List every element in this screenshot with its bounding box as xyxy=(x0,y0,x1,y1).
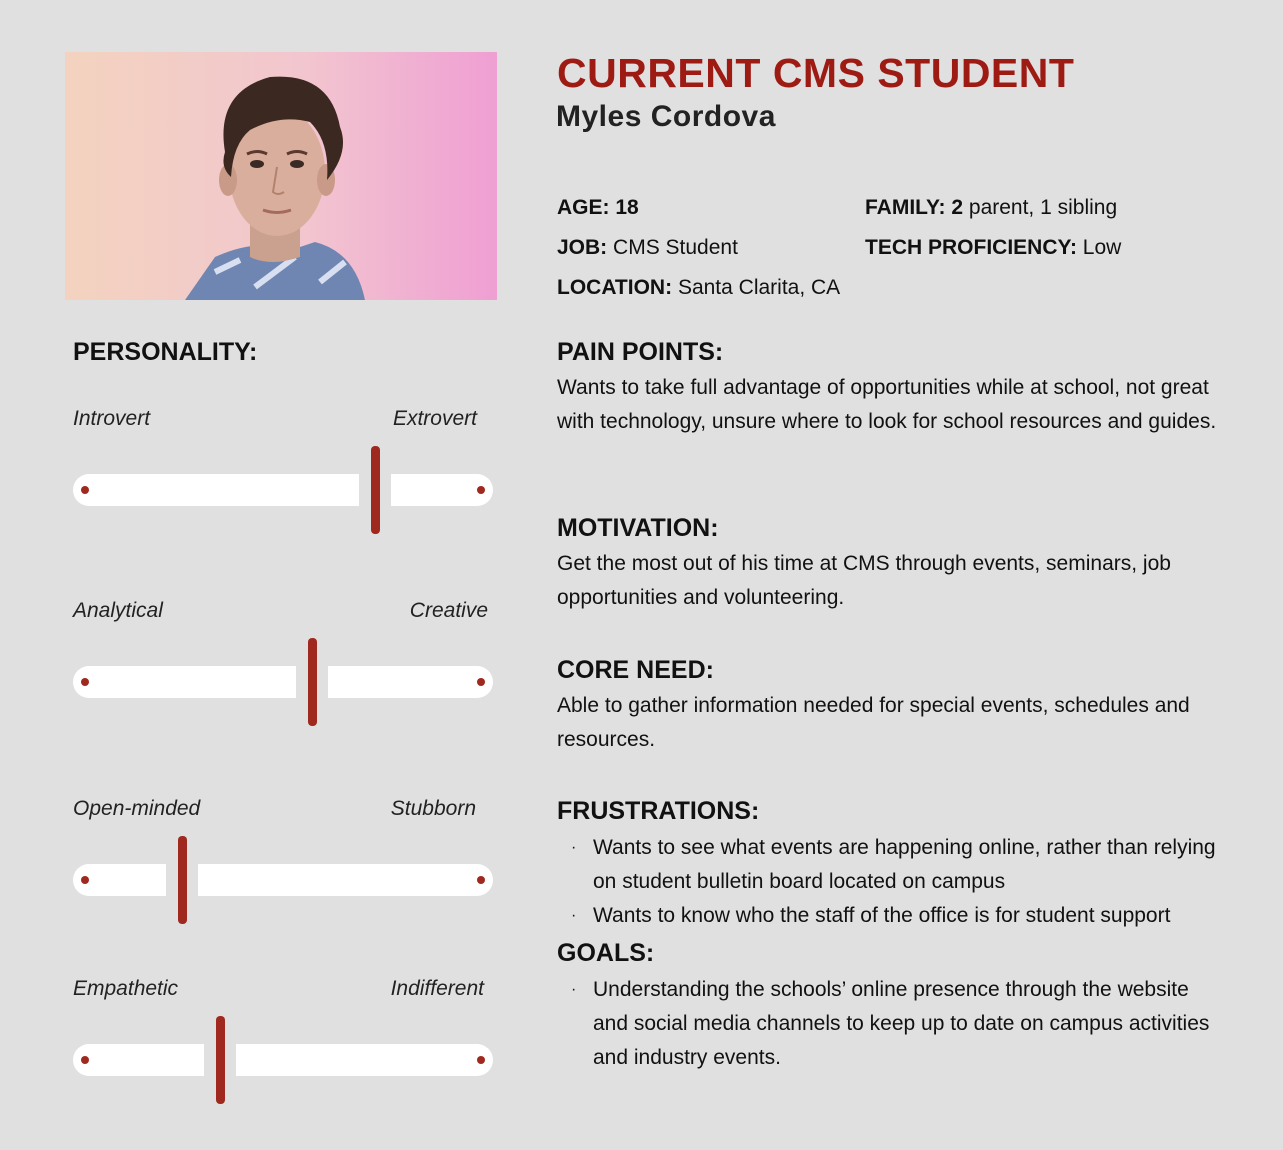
persona-title: CURRENT CMS STUDENT xyxy=(557,50,1075,96)
portrait-illustration xyxy=(65,52,497,300)
family-stat xyxy=(865,196,1117,220)
slider-marker xyxy=(371,446,380,534)
slider-end-dot xyxy=(477,1056,485,1064)
pain-points-heading: PAIN POINTS: xyxy=(557,338,724,366)
slider-end-dot xyxy=(477,486,485,494)
family-value: parent, 1 sibling xyxy=(968,196,1118,219)
core-need-heading: CORE NEED: xyxy=(557,656,714,684)
location-stat xyxy=(557,276,840,300)
slider-end-dot xyxy=(81,1056,89,1064)
motivation-heading: MOTIVATION: xyxy=(557,514,719,542)
slider-end-dot xyxy=(81,486,89,494)
trait-right-label: Stubborn xyxy=(390,797,476,820)
trait-left-label: Open-minded xyxy=(73,797,201,820)
slider-end-dot xyxy=(477,678,485,686)
age-label: AGE: xyxy=(557,196,610,219)
trait-left-label: Empathetic xyxy=(73,977,179,1000)
trait-right-label: Indifferent xyxy=(390,977,484,1000)
tech-stat xyxy=(865,236,1121,260)
location-label: LOCATION: xyxy=(557,276,673,299)
slider-track xyxy=(73,1044,493,1076)
slider-track xyxy=(73,474,493,506)
location-value: Santa Clarita, CA xyxy=(677,276,841,299)
list-item: · Wants to see what events are happening online, rather than relying on student bulletin board located on campus xyxy=(571,836,1216,893)
frustrations-heading: FRUSTRATIONS: xyxy=(557,797,760,825)
age-stat xyxy=(557,196,639,220)
slider-marker xyxy=(308,638,317,726)
job-label: JOB: xyxy=(557,236,608,259)
slider-track xyxy=(73,666,493,698)
goals-list xyxy=(557,973,1217,1075)
slider-end-dot xyxy=(477,876,485,884)
trait-left-label: Introvert xyxy=(73,407,151,430)
family-count: 2 xyxy=(951,196,964,219)
job-stat xyxy=(557,236,738,260)
job-value: CMS Student xyxy=(613,236,738,259)
trait-left-label: Analytical xyxy=(73,599,163,622)
goals-heading: GOALS: xyxy=(557,939,655,967)
trait-right-label: Creative xyxy=(409,599,488,622)
tech-value: Low xyxy=(1082,236,1122,259)
list-item: · Wants to know who the staff of the office is for student support xyxy=(571,904,1171,927)
slider-marker xyxy=(216,1016,225,1104)
age-value: 18 xyxy=(615,196,639,219)
frustrations-list xyxy=(557,831,1217,933)
family-label: FAMILY: xyxy=(865,196,946,219)
persona-name: Myles Cordova xyxy=(556,100,776,133)
motivation-text: Get the most out of his time at CMS through events, seminars, job opportunities and volunteering. xyxy=(557,552,1171,609)
slider-end-dot xyxy=(81,876,89,884)
list-item: · Understanding the schools’ online presence through the website and social media channels to keep up to date on campus activities and industry events. xyxy=(571,978,1210,1069)
core-need-text: Able to gather information needed for special events, schedules and resources. xyxy=(557,694,1190,751)
slider-track xyxy=(73,864,493,896)
personality-heading: PERSONALITY: xyxy=(73,338,258,366)
trait-right-label: Extrovert xyxy=(392,407,477,430)
slider-marker xyxy=(178,836,187,924)
slider-end-dot xyxy=(81,678,89,686)
pain-points-text: Wants to take full advantage of opportunities while at school, not great with technology, unsure where to look for school resources and guides. xyxy=(557,376,1217,433)
profile-photo xyxy=(65,52,497,300)
tech-label: TECH PROFICIENCY: xyxy=(865,236,1077,259)
